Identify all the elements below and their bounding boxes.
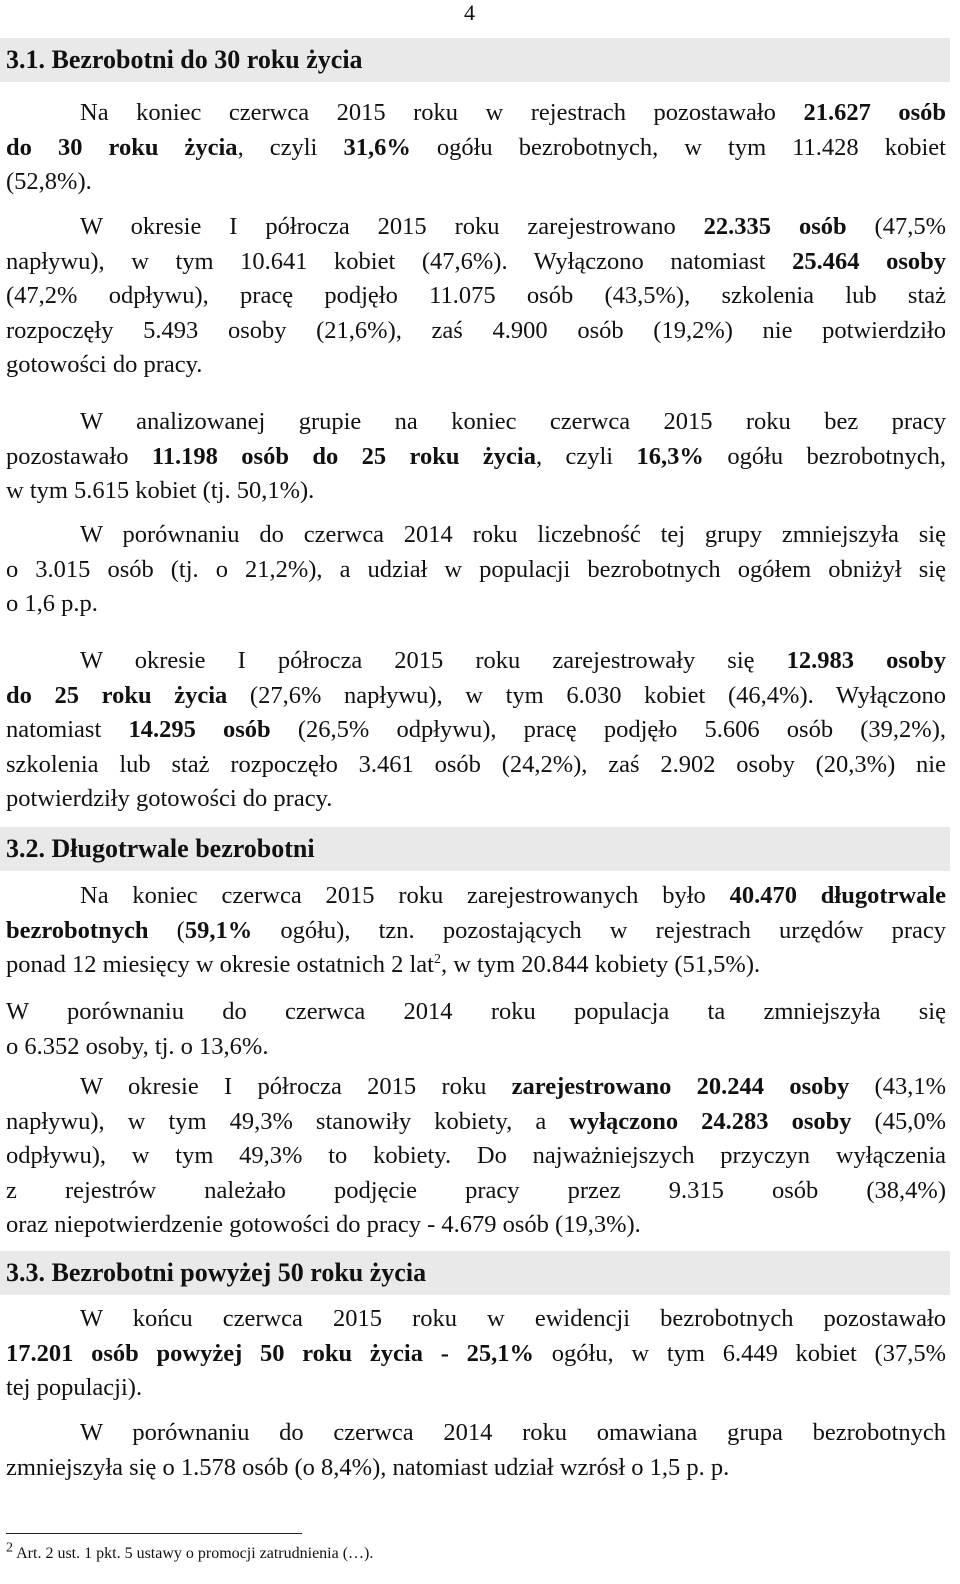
- paragraph-3-1-b: W okresie I półrocza 2015 roku zarejestrowano 22.335 osób (47,5% napływu), w tym 10.641 kobiet (47,6%). Wyłączono natomiast 25.464 osoby (47,2% odpływu), pracę podjęło 11.075 osób (43,5%), szkolenia lub staż rozpoczęły 5.493 osoby (21,6%), zaś 4.900 osób (19,2%) nie potwierdziło gotowości do pracy.: [6, 213, 946, 378]
- footnote-reference: 2: [433, 951, 441, 967]
- section-heading-3-2: 3.2. Długotrwale bezrobotni: [0, 827, 950, 871]
- section-heading-3-3: 3.3. Bezrobotni powyżej 50 roku życia: [0, 1251, 950, 1295]
- footnote-separator: [6, 1533, 302, 1534]
- page-number: 4: [464, 0, 475, 25]
- paragraph-3-2-c: W okresie I półrocza 2015 roku zarejestrowano 20.244 osoby (43,1% napływu), w tym 49,3% stanowiły kobiety, a wyłączono 24.283 osoby (45,0% odpływu), w tym 49,3% to kobiety. Do najważniejszych przyczyn wyłączenia z rejestrów należało podjęcie pracy przez 9.315 osób (38,4%) oraz niepotwierdzenie gotowości do pracy - 4.679 osób (19,3%).: [6, 1073, 946, 1238]
- paragraph-3-2-a: Na koniec czerwca 2015 roku zarejestrowanych było 40.470 długotrwale bezrobotnych (59,1% ogółu), tzn. pozostających w rejestrach urzędów pracy ponad 12 miesięcy w okresie ostatnich 2 lat$^2$, w tym 20.844 kobiety (51,5%).: [6, 882, 946, 978]
- paragraph-3-1-a: Na koniec czerwca 2015 roku w rejestrach pozostawało 21.627 osób do 30 roku życia, czyli 31,6% ogółu bezrobotnych, w tym 11.428 kobiet (52,8%).: [6, 99, 946, 195]
- footnote: $^2$ Art. 2 ust. 1 pkt. 5 ustawy o promocji zatrudnienia (…).: [6, 1540, 374, 1562]
- paragraph-3-2-b: W porównaniu do czerwca 2014 roku populacja ta zmniejszyła się o 6.352 osoby, tj. o 13,6%.: [6, 998, 946, 1060]
- paragraph-3-1-d: W porównaniu do czerwca 2014 roku liczebność tej grupy zmniejszyła się o 3.015 osób (tj. o 21,2%), a udział w populacji bezrobotnych ogółem obniżył się o 1,6 p.p.: [6, 521, 946, 617]
- paragraph-3-1-e: W okresie I półrocza 2015 roku zarejestrowały się 12.983 osoby do 25 roku życia (27,6% napływu), w tym 6.030 kobiet (46,4%). Wyłączono natomiast 14.295 osób (26,5% odpływu), pracę podjęło 5.606 osób (39,2%), szkolenia lub staż rozpoczęło 3.461 osób (24,2%), zaś 2.902 osoby (20,3%) nie potwierdziły gotowości do pracy.: [6, 647, 946, 812]
- paragraph-3-1-c: W analizowanej grupie na koniec czerwca 2015 roku bez pracy pozostawało 11.198 osób do 25 roku życia, czyli 16,3% ogółu bezrobotnych, w tym 5.615 kobiet (tj. 50,1%).: [6, 408, 946, 504]
- paragraph-3-3-b: W porównaniu do czerwca 2014 roku omawiana grupa bezrobotnych zmniejszyła się o 1.578 osób (o 8,4%), natomiast udział wzrósł o 1,5 p. p.: [6, 1419, 946, 1481]
- paragraph-3-3-a: W końcu czerwca 2015 roku w ewidencji bezrobotnych pozostawało 17.201 osób powyżej 50 roku życia - 25,1% ogółu, w tym 6.449 kobiet (37,5% tej populacji).: [6, 1305, 946, 1401]
- section-heading-3-1: 3.1. Bezrobotni do 30 roku życia: [0, 38, 950, 82]
